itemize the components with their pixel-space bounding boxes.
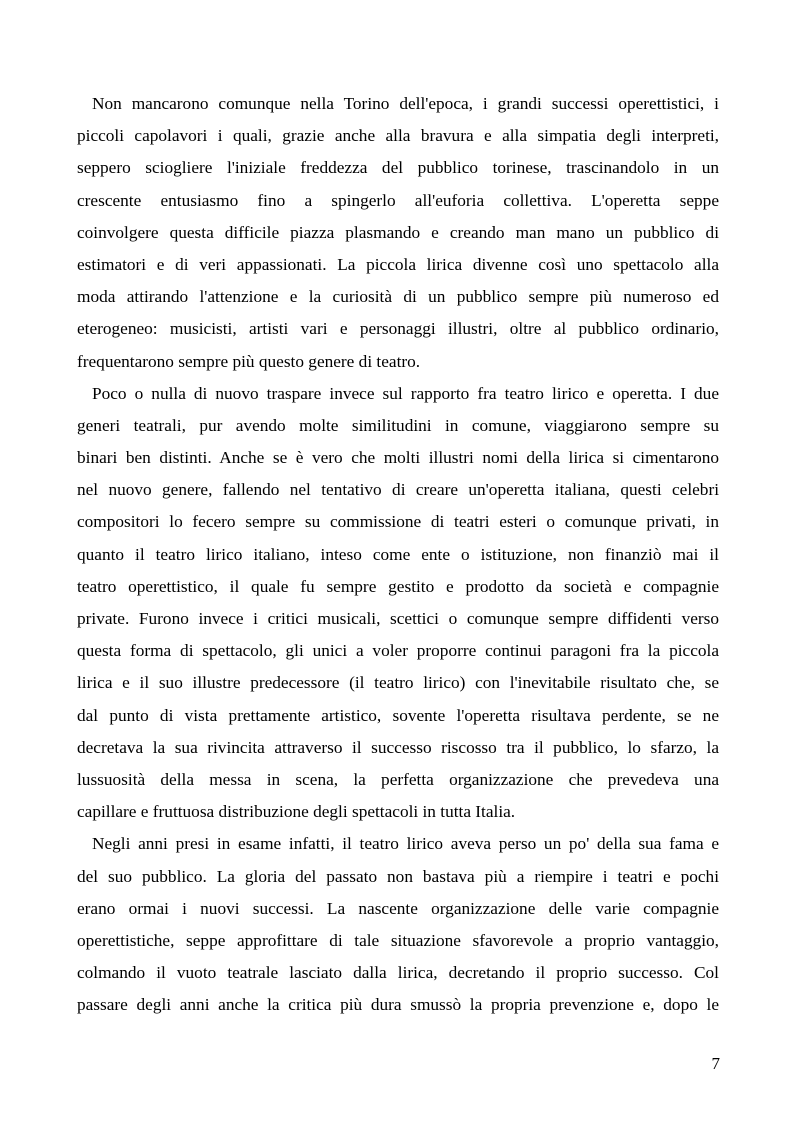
text-line: generi teatrali, pur avendo molte similitudini in comune, viaggiarono sempre su: [77, 415, 719, 435]
text-line: passare degli anni anche la critica più dura smussò la propria prevenzione e, dopo le: [77, 995, 719, 1015]
text-line: decretava la sua rivincita attraverso il successo riscosso tra il pubblico, lo sfarzo, la: [77, 737, 719, 757]
text-line: coinvolgere questa difficile piazza plasmando e creando man mano un pubblico di: [77, 222, 719, 242]
text-line: frequentarono sempre più questo genere di teatro.: [77, 351, 421, 371]
text-line: moda attirando l'attenzione e la curiosità di un pubblico sempre più numeroso ed: [77, 287, 719, 307]
text-line: Negli anni presi in esame infatti, il teatro lirico aveva perso un po' della sua fama e: [92, 834, 719, 854]
page-number: 7: [711, 1054, 720, 1073]
text-line: eterogeneo: musicisti, artisti vari e personaggi illustri, oltre al pubblico ordinario,: [77, 319, 719, 339]
text-line: nel nuovo genere, fallendo nel tentativo di creare un'operetta italiana, questi celebri: [77, 480, 719, 500]
text-line: dal punto di vista prettamente artistico, sovente l'operetta risultava perdente, se ne: [77, 705, 719, 725]
page-body: [77, 88, 719, 1021]
paragraph-1: [77, 88, 719, 378]
text-line: Poco o nulla di nuovo traspare invece sul rapporto fra teatro lirico e operetta. I due: [92, 383, 719, 403]
text-line: operettistiche, seppe approfittare di tale situazione sfavorevole a proprio vantaggio,: [77, 930, 719, 950]
text-line: capillare e fruttuosa distribuzione degli spettacoli in tutta Italia.: [77, 802, 516, 822]
text-line: questa forma di spettacolo, gli unici a voler proporre continui paragoni fra la piccola: [77, 641, 719, 661]
text-line: estimatori e di veri appassionati. La piccola lirica divenne così uno spettacolo alla: [77, 254, 719, 274]
text-line: lirica e il suo illustre predecessore (il teatro lirico) con l'inevitabile risultato che, se: [77, 673, 719, 693]
paragraph-2: [77, 378, 719, 829]
text-line: compositori lo fecero sempre su commissione di teatri esteri o comunque privati, in: [77, 512, 719, 532]
text-line: quanto il teatro lirico italiano, inteso come ente o istituzione, non finanziò mai il: [77, 544, 719, 564]
text-line: seppero sciogliere l'iniziale freddezza del pubblico torinese, trascinandolo in un: [77, 158, 719, 178]
text-line: erano ormai i nuovi successi. La nascente organizzazione delle varie compagnie: [77, 898, 719, 918]
text-line: del suo pubblico. La gloria del passato non bastava più a riempire i teatri e pochi: [77, 866, 719, 886]
text-line: crescente entusiasmo fino a spingerlo all'euforia collettiva. L'operetta seppe: [77, 190, 719, 210]
paragraph-3: [77, 828, 719, 1021]
text-line: piccoli capolavori i quali, grazie anche alla bravura e alla simpatia degli interpreti,: [77, 126, 719, 146]
text-line: Non mancarono comunque nella Torino dell'epoca, i grandi successi operettistici, i: [92, 94, 719, 113]
text-line: colmando il vuoto teatrale lasciato dalla lirica, decretando il proprio successo. Col: [77, 963, 719, 983]
text-line: lussuosità della messa in scena, la perfetta organizzazione che prevedeva una: [77, 769, 719, 789]
text-line: teatro operettistico, il quale fu sempre gestito e prodotto da società e compagnie: [77, 576, 719, 596]
text-line: private. Furono invece i critici musicali, scettici o comunque sempre diffidenti verso: [77, 609, 719, 628]
text-line: binari ben distinti. Anche se è vero che molti illustri nomi della lirica si cimentarono: [77, 448, 719, 468]
